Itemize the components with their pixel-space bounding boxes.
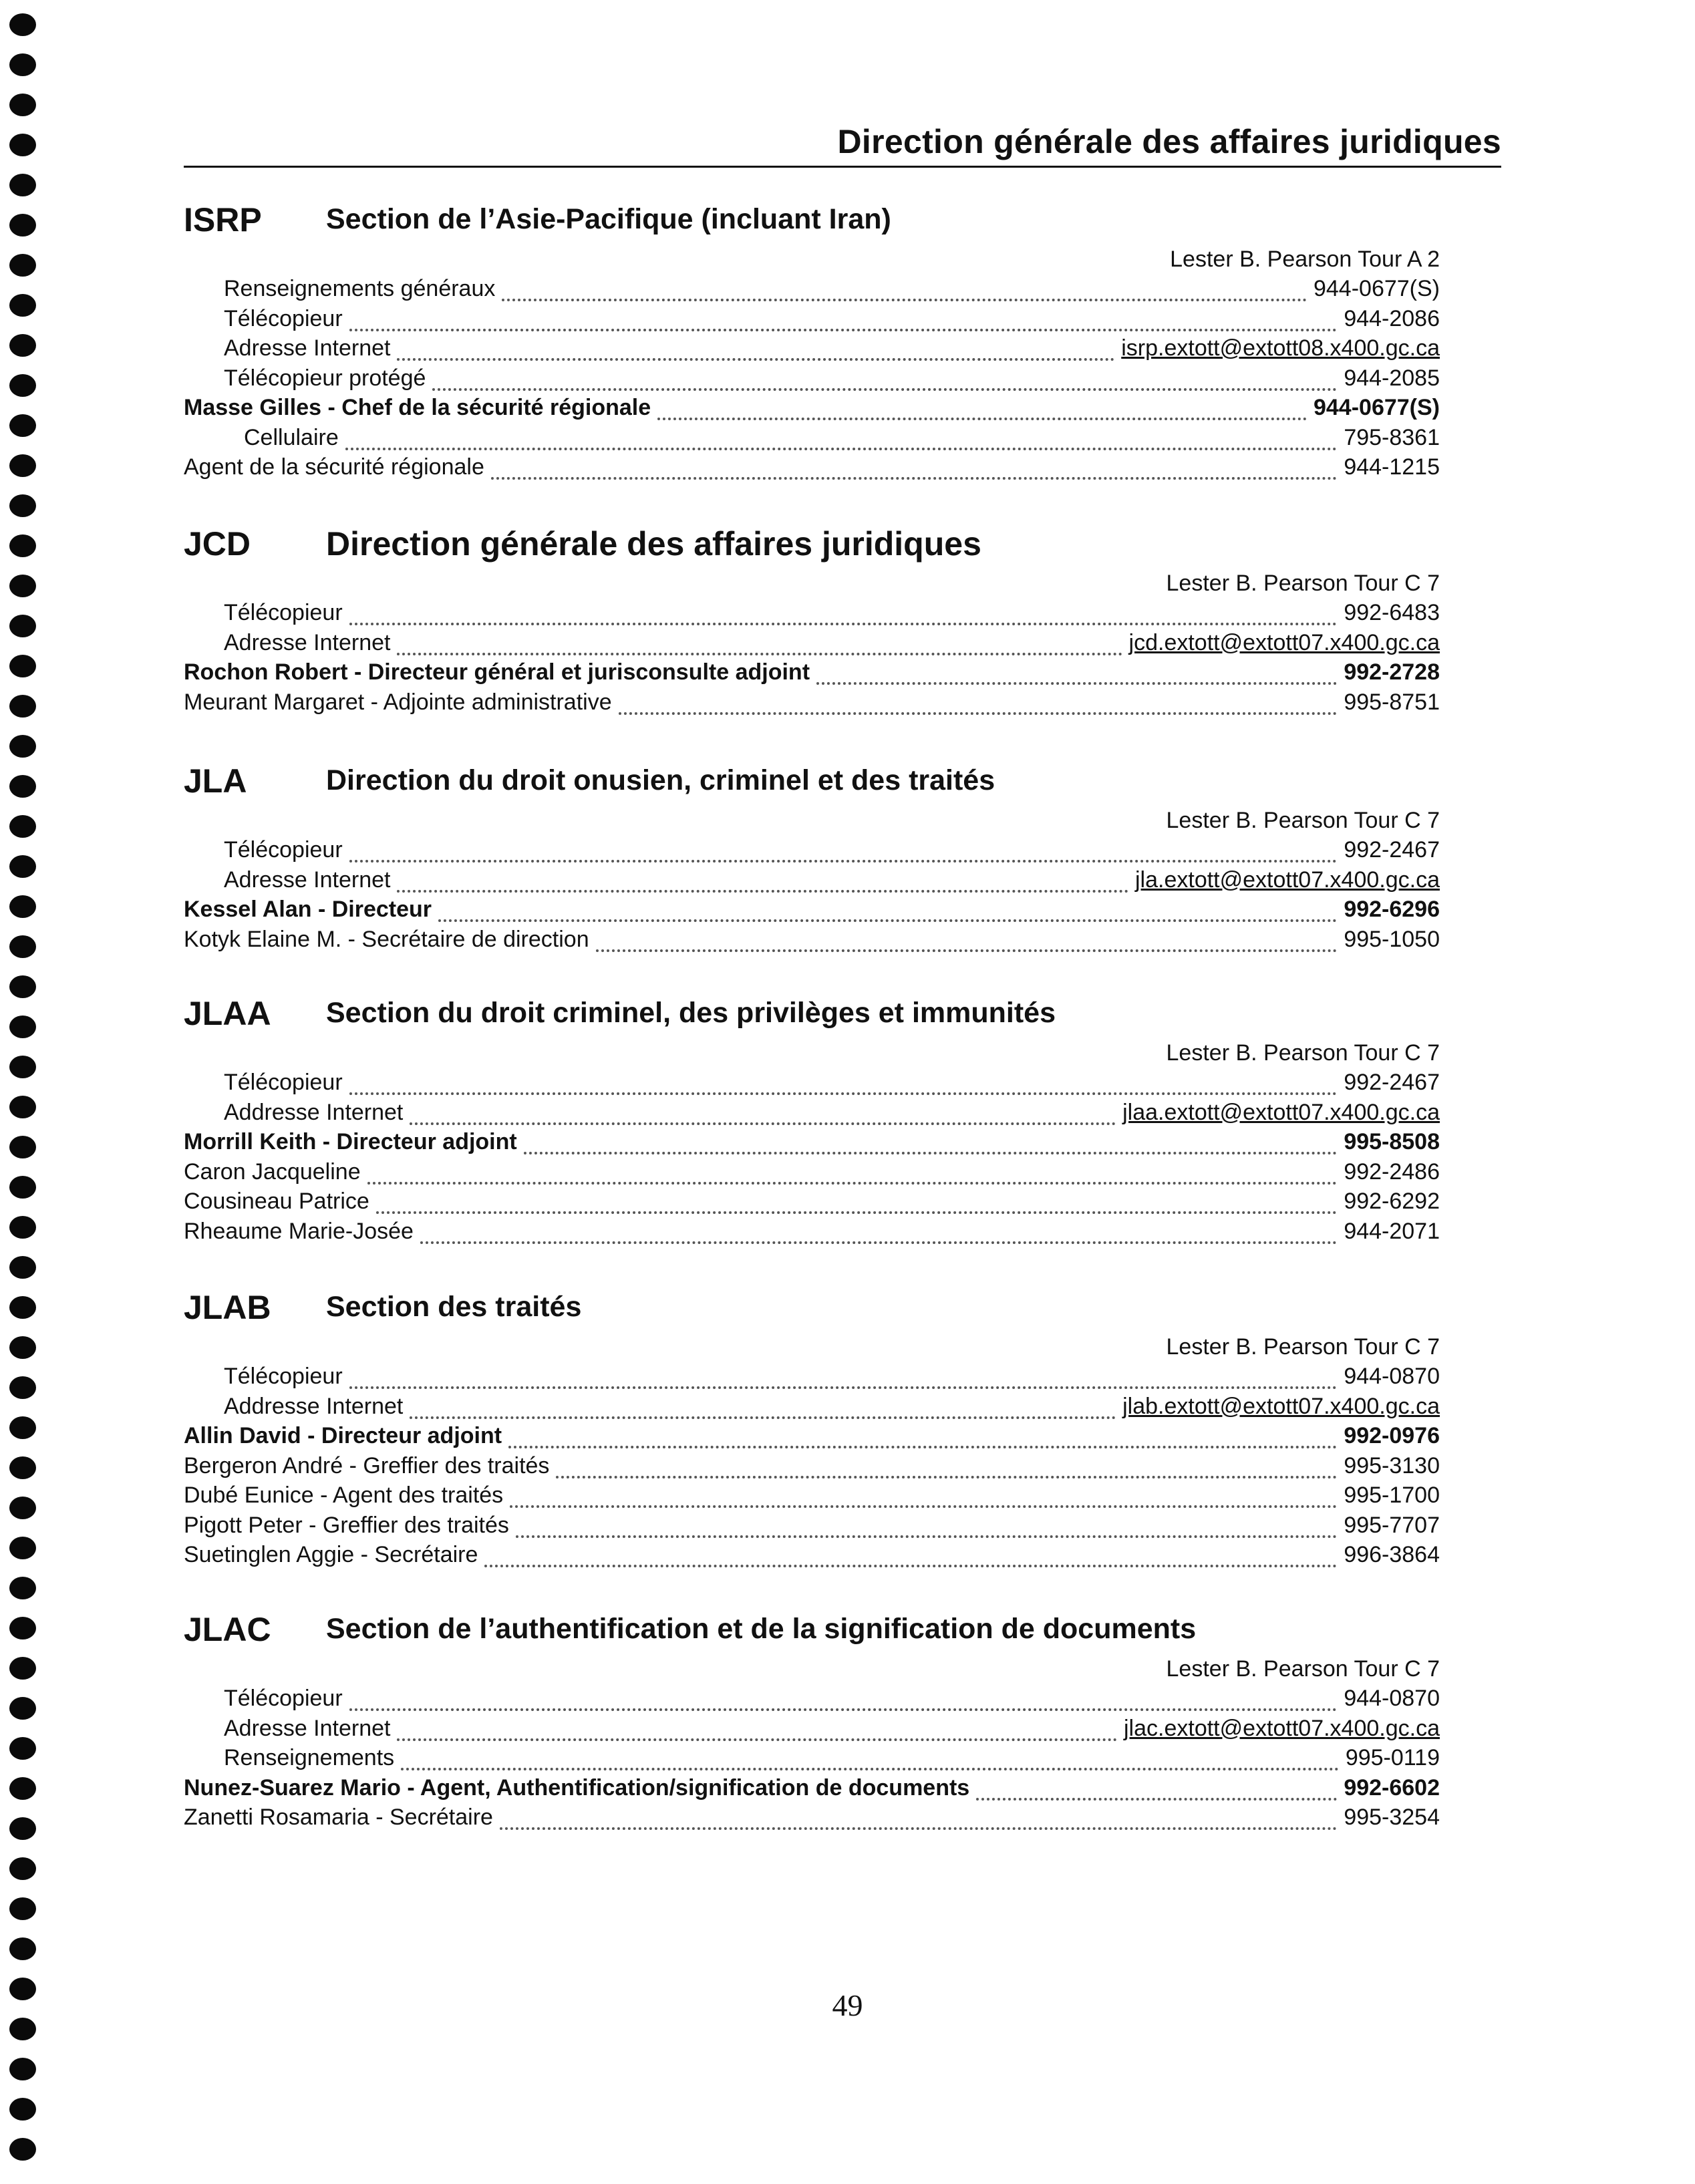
- list-item: Meurant Margaret - Adjointe administrative 995-8751: [184, 689, 1440, 715]
- list-item: Agent de la sécurité régionale 944-1215: [184, 454, 1440, 480]
- binding-hole: [9, 1456, 36, 1479]
- list-item: Morrill Keith - Directeur adjoint 995-8508: [184, 1129, 1440, 1154]
- list-item: Kessel Alan - Directeur 992-6296: [184, 897, 1440, 922]
- binding-hole: [9, 1737, 36, 1760]
- binding-hole: [9, 134, 36, 156]
- binding-hole: [9, 94, 36, 116]
- section-location: Lester B. Pearson Tour C 7: [1166, 1040, 1440, 1066]
- binding-hole: [9, 374, 36, 397]
- binding-hole: [9, 655, 36, 677]
- binding-hole: [9, 775, 36, 798]
- binding-hole: [9, 1857, 36, 1880]
- list-item: Zanetti Rosamaria - Secrétaire 995-3254: [184, 1805, 1440, 1830]
- email-link[interactable]: jcd.extott@extott07.x400.gc.ca: [1128, 629, 1440, 655]
- list-item: Télécopieur protégé 944-2085: [224, 365, 1440, 391]
- list-item: Bergeron André - Greffier des traités 995-3130: [184, 1452, 1440, 1478]
- list-item: Suetinglen Aggie - Secrétaire 996-3864: [184, 1542, 1440, 1567]
- section-code: JLA: [184, 762, 247, 800]
- binding-hole: [9, 1416, 36, 1439]
- binding-hole: [9, 695, 36, 718]
- binding-hole: [9, 1617, 36, 1640]
- section-jcd: [184, 524, 1440, 717]
- spiral-binding: [9, 13, 37, 2178]
- list-item: Nunez-Suarez Mario - Agent, Authentification/signification de documents 992-6602: [184, 1774, 1440, 1801]
- binding-hole: [9, 1697, 36, 1720]
- section-title: Section du droit criminel, des privilèges et immunités: [326, 997, 1056, 1029]
- header-rule: [184, 166, 1501, 168]
- page-header-title: Direction générale des affaires juridiques: [837, 123, 1501, 160]
- section-code: ISRP: [184, 201, 262, 239]
- binding-hole: [9, 174, 36, 196]
- section-location: Lester B. Pearson Tour C 7: [1166, 571, 1440, 596]
- binding-hole: [9, 494, 36, 517]
- list-item: Dubé Eunice - Agent des traités 995-1700: [184, 1483, 1440, 1508]
- binding-hole: [9, 935, 36, 958]
- list-item: Cousineau Patrice 992-6292: [184, 1189, 1440, 1214]
- binding-hole: [9, 1096, 36, 1118]
- binding-hole: [9, 1336, 36, 1359]
- binding-hole: [9, 1256, 36, 1279]
- list-item: Adresse Internet jcd.extott@extott07.x400.gc.ca: [184, 628, 1440, 658]
- section-title: Section de l’authentification et de la signification de documents: [326, 1613, 1197, 1645]
- binding-hole: [9, 1376, 36, 1399]
- page-number: 49: [832, 1988, 863, 2022]
- list-item: Télécopieur 944-0870: [224, 1364, 1440, 1389]
- binding-hole: [9, 575, 36, 597]
- list-item: Addresse Internet jlaa.extott@extott07.x400.gc.ca: [184, 1098, 1440, 1128]
- list-item: Télécopieur 992-6483: [224, 600, 1440, 625]
- section-title: Direction du droit onusien, criminel et des traités: [326, 764, 995, 796]
- list-item: Masse Gilles - Chef de la sécurité régionale 944-0677(S): [184, 395, 1440, 420]
- email-link[interactable]: isrp.extott@extott08.x400.gc.ca: [1121, 335, 1440, 361]
- binding-hole: [9, 334, 36, 357]
- binding-hole: [9, 1016, 36, 1038]
- list-item: Adresse Internet jlac.extott@extott07.x400.gc.ca: [184, 1714, 1440, 1744]
- binding-hole: [9, 1537, 36, 1559]
- binding-hole: [9, 895, 36, 918]
- section-jlaa: [184, 994, 1440, 1246]
- section-location: Lester B. Pearson Tour C 7: [1166, 1656, 1440, 1682]
- binding-hole: [9, 1777, 36, 1800]
- binding-hole: [9, 1296, 36, 1319]
- section-code: JLAA: [184, 995, 271, 1032]
- section-title: Section de l’Asie-Pacifique (incluant Iran): [326, 203, 891, 235]
- binding-hole: [9, 1497, 36, 1519]
- section-code: JCD: [184, 525, 251, 563]
- list-item: Adresse Internet isrp.extott@extott08.x400.gc.ca: [184, 333, 1440, 363]
- binding-hole: [9, 2098, 36, 2121]
- binding-hole: [9, 2058, 36, 2080]
- section-location: Lester B. Pearson Tour A 2: [1170, 247, 1440, 272]
- list-item: Renseignements 995-0119: [224, 1745, 1440, 1770]
- binding-hole: [9, 855, 36, 878]
- section-jlab: [184, 1288, 1440, 1570]
- list-item: Addresse Internet jlab.extott@extott07.x400.gc.ca: [184, 1392, 1440, 1422]
- section-code: JLAB: [184, 1289, 271, 1326]
- section-jla: [184, 762, 1440, 954]
- binding-hole: [9, 414, 36, 437]
- list-item: Rheaume Marie-Josée 944-2071: [184, 1218, 1440, 1244]
- binding-hole: [9, 1577, 36, 1599]
- list-item: Kotyk Elaine M. - Secrétaire de direction 995-1050: [184, 926, 1440, 952]
- email-link[interactable]: jla.extott@extott07.x400.gc.ca: [1135, 867, 1440, 893]
- binding-hole: [9, 1056, 36, 1078]
- list-item: Caron Jacqueline 992-2486: [184, 1158, 1440, 1185]
- list-item: Cellulaire 795-8361: [244, 424, 1440, 450]
- binding-hole: [9, 1176, 36, 1199]
- binding-hole: [9, 815, 36, 838]
- email-link[interactable]: jlaa.extott@extott07.x400.gc.ca: [1122, 1099, 1440, 1125]
- binding-hole: [9, 615, 36, 637]
- email-link[interactable]: jlab.extott@extott07.x400.gc.ca: [1122, 1393, 1440, 1419]
- section-title: Section des traités: [326, 1291, 582, 1323]
- binding-hole: [9, 1136, 36, 1158]
- binding-hole: [9, 1657, 36, 1680]
- binding-hole: [9, 975, 36, 998]
- binding-hole: [9, 1817, 36, 1840]
- list-item: Télécopieur 992-2467: [224, 1070, 1440, 1095]
- section-code: JLAC: [184, 1611, 271, 1648]
- list-item: Renseignements généraux 944-0677(S): [224, 276, 1440, 301]
- binding-hole: [9, 13, 36, 36]
- list-item: Adresse Internet jla.extott@extott07.x400.gc.ca: [184, 865, 1440, 895]
- binding-hole: [9, 1216, 36, 1239]
- binding-hole: [9, 534, 36, 557]
- email-link[interactable]: jlac.extott@extott07.x400.gc.ca: [1124, 1715, 1440, 1741]
- binding-hole: [9, 2138, 36, 2161]
- section-location: Lester B. Pearson Tour C 7: [1166, 1334, 1440, 1360]
- list-item: Pigott Peter - Greffier des traités 995-7707: [184, 1512, 1440, 1538]
- list-item: Télécopieur 944-2086: [224, 305, 1440, 331]
- section-jlac: [184, 1610, 1440, 1833]
- binding-hole: [9, 294, 36, 317]
- section-isrp: [184, 200, 1440, 482]
- section-title: Direction générale des affaires juridiques: [326, 525, 981, 563]
- list-item: Télécopieur 944-0870: [224, 1686, 1440, 1711]
- list-item: Rochon Robert - Directeur général et jurisconsulte adjoint 992-2728: [184, 659, 1440, 685]
- binding-hole: [9, 254, 36, 277]
- binding-hole: [9, 454, 36, 477]
- binding-hole: [9, 53, 36, 76]
- binding-hole: [9, 214, 36, 237]
- binding-hole: [9, 1937, 36, 1960]
- list-item: Télécopieur 992-2467: [224, 837, 1440, 863]
- binding-hole: [9, 735, 36, 758]
- list-item: Allin David - Directeur adjoint 992-0976: [184, 1423, 1440, 1448]
- section-location: Lester B. Pearson Tour C 7: [1166, 808, 1440, 833]
- binding-hole: [9, 1897, 36, 1920]
